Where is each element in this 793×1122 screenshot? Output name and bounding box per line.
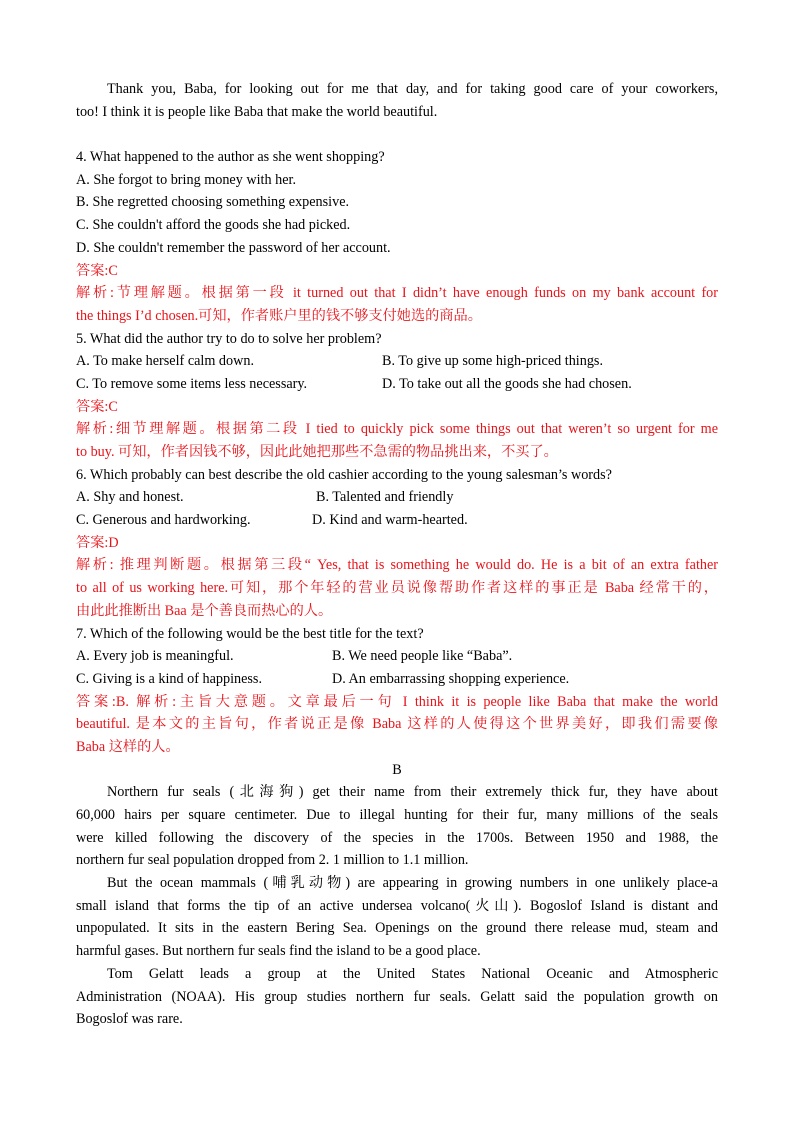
q6-option-b: B. Talented and friendly — [316, 489, 454, 506]
q4-option-a: A. She forgot to bring money with her. — [76, 171, 297, 188]
passage-b-line: Northern fur seals (北海狗) get their name from their extremely thick fur, they have about — [107, 784, 718, 801]
q7-analysis-line: 答案:B. 解析:主旨大意题。文章最后一句 I think it is people like Baba that make the world — [76, 693, 718, 710]
q5-option-d: D. To take out all the goods she had chosen. — [382, 375, 632, 392]
q6-answer: 答案:D — [76, 534, 119, 551]
q4-option-d: D. She couldn't remember the password of her account. — [76, 239, 391, 256]
question-7: 7. Which of the following would be the best title for the text? — [76, 625, 424, 642]
passage-b-line: northern fur seal population dropped from 2. 1 million to 1.1 million. — [76, 852, 469, 869]
q6-options-row — [76, 486, 718, 509]
q6-analysis-line: 由此此推断出 Baa 是个善良而热心的人。 — [76, 602, 333, 619]
q6-analysis-line: to all of us working here.可知，那个年轻的营业员说像帮助作者这样的事正是 Baba 经常干的， — [76, 580, 718, 597]
q6-analysis-line: 解析: 推理判断题。根据第三段“ Yes, that is something he would do. He is a bit of an extra father — [76, 557, 718, 574]
q4-option-b: B. She regretted choosing something expensive. — [76, 194, 350, 211]
q5-answer: 答案:C — [76, 398, 118, 415]
q5-options-row — [76, 373, 718, 396]
question-5: 5. What did the author try to do to solve her problem? — [76, 330, 382, 347]
q6-option-c: C. Generous and hardworking. — [76, 512, 251, 529]
q4-answer: 答案:C — [76, 262, 118, 279]
q4-analysis-line: 解析:节理解题。根据第一段 it turned out that I didn’t have enough funds on my bank account for — [76, 285, 718, 302]
q7-option-a: A. Every job is meaningful. — [76, 648, 234, 665]
q7-options-row — [76, 645, 718, 668]
passage-b-line: But the ocean mammals (哺乳动物) are appearing in growing numbers in one unlikely place-a — [107, 875, 718, 892]
q5-option-b: B. To give up some high-priced things. — [382, 353, 603, 370]
passage-a-line: Thank you, Baba, for looking out for me that day, and for taking good care of your coworkers, — [107, 81, 718, 97]
document-page — [76, 78, 718, 1031]
q4-option-c: C. She couldn't afford the goods she had picked. — [76, 217, 351, 234]
q7-option-b: B. We need people like “Baba”. — [332, 648, 513, 665]
q7-analysis-line: beautiful. 是本文的主旨句，作者说正是像 Baba 这样的人使得这个世界美好，即我们需要像 — [76, 716, 718, 733]
passage-b-line: Bogoslof was rare. — [76, 1011, 183, 1028]
q5-analysis-line: 解析:细节理解题。根据第二段 I tied to quickly pick some things out that weren’t so urgent for me — [76, 421, 718, 438]
q5-option-c: C. To remove some items less necessary. — [76, 375, 308, 392]
passage-b-line: were killed following the discovery of the species in the 1700s. Between 1950 and 1988, the — [76, 829, 718, 846]
q7-options-row — [76, 668, 718, 691]
q5-option-a: A. To make herself calm down. — [76, 353, 255, 370]
q7-option-d: D. An embarrassing shopping experience. — [332, 670, 570, 687]
q6-option-d: D. Kind and warm-hearted. — [312, 512, 468, 529]
passage-b-line: Administration (NOAA). His group studies northern fur seals. Gelatt said the population growth on — [76, 988, 718, 1005]
passage-b-line: Tom Gelatt leads a group at the United States National Oceanic and Atmospheric — [107, 965, 718, 982]
passage-b-line: unpopulated. It sits in the eastern Bering Sea. Openings on the ground there release mud, steam and — [76, 920, 718, 937]
passage-a-line: too! I think it is people like Baba that make the world beautiful. — [76, 103, 438, 120]
q6-option-a: A. Shy and honest. — [76, 489, 184, 506]
passage-b-line: 60,000 hairs per square centimeter. Due to illegal hunting for their fur, many millions of the seals — [76, 807, 718, 823]
passage-b-line: small island that forms the tip of an active undersea volcano(火山). Bogoslof Island is distant and — [76, 897, 718, 914]
q6-options-row — [76, 509, 718, 532]
question-6: 6. Which probably can best describe the old cashier according to the young salesman’s words? — [76, 466, 612, 483]
question-4: 4. What happened to the author as she went shopping? — [76, 149, 385, 166]
q5-analysis-line: to buy. 可知，作者因钱不够，因此此她把那些不急需的物品挑出来，不买了。 — [76, 444, 558, 460]
section-heading: B — [392, 761, 402, 778]
q5-options-row — [76, 350, 718, 373]
q4-analysis-line: the things I’d chosen.可知，作者账户里的钱不够支付她选的商品。 — [76, 307, 482, 324]
q7-option-c: C. Giving is a kind of happiness. — [76, 670, 263, 687]
q7-analysis-line: Baba 这样的人。 — [76, 738, 180, 755]
passage-b-line: harmful gases. But northern fur seals find the island to be a good place. — [76, 943, 481, 960]
